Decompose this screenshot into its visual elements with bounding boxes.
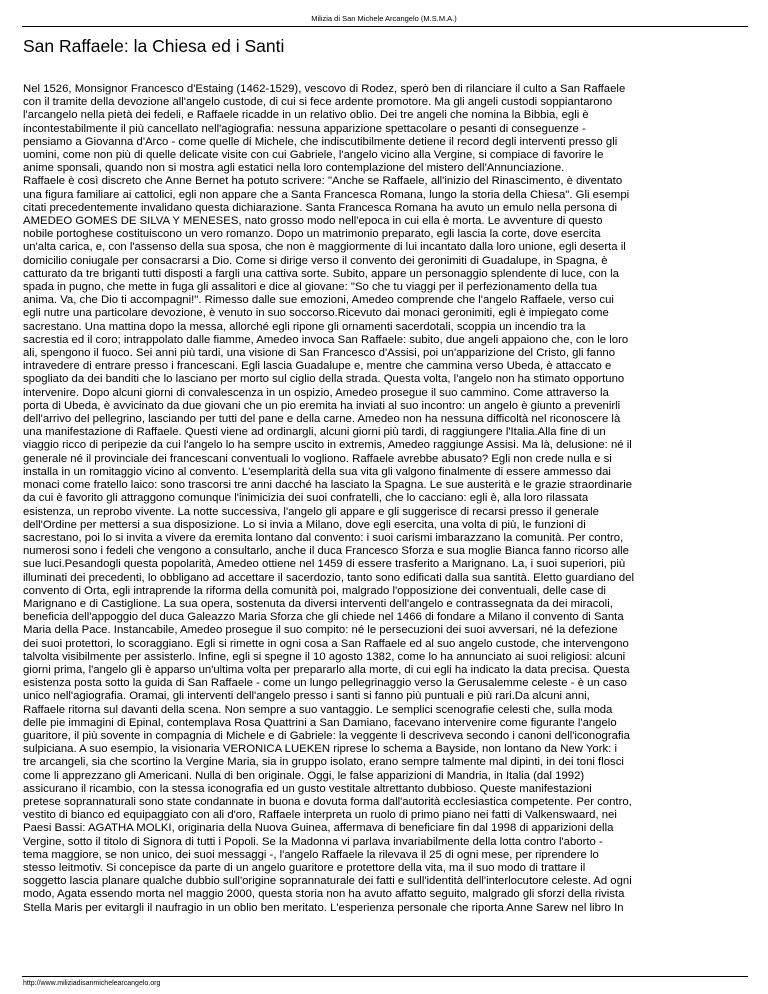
footer-divider	[22, 976, 748, 977]
footer-url: http://www.miliziadisanmichelearcangelo.org	[23, 980, 161, 987]
page-title: San Raffaele: la Chiesa ed i Santi	[23, 36, 285, 56]
header-divider	[22, 26, 748, 27]
running-header: Milizia di San Michele Arcangelo (M.S.M.A.)	[311, 14, 457, 23]
article-body: Nel 1526, Monsignor Francesco d'Estaing (1462-1529), vescovo di Rodez, sperò ben di rilanciare il culto a San Raffaele con il tramite della devozione all'angelo custode, di cui si fece ardente promotore. Ma gli angeli custodi soppiantarono l'arcangelo nella pietà dei fedeli, e Raffaele ricadde in un relativo oblio. Dei tre angeli che nomina la Bibbia, egli è incontestabilmente il più cancellato nell'agiografia: nessuna apparizione spettacolare o pesanti di conseguenze - pensiamo a Giovanna d'Arco - come quelle di Michele, che indiscutibilmente detiene il record degli interventi presso gli uomini, come non più di quelle delicate visite con cui Gabriele, l'angelo vicino alla Vergine, si compiace di favorire le anime sponsali, quando non si mostra agli estatici nella loro contemplazione del mistero dell'Annunciazione. Raffaele è così discreto che Anne Bernet ha potuto scrivere: "Anche se Raffaele, all'inizio del Rinascimento, è diventato una figura familiare ai cattolici, egli non appare che a Santa Francesca Romana, lungo la storia della Chiesa". Gli esempi citati precedentemente invalidano questa dichiarazione. Santa Francesca Romana ha avuto un emulo nella persona di AMEDEO GOMES DE SILVA Y MENESES, nato grosso modo nell'epoca in cui ella è morta. Le avventure di questo nobile portoghese costituiscono un vero romanzo. Dopo un matrimonio preparato, egli lascia la corte, dove esercita un'alta carica, e, con l'assenso della sua sposa, che non è maggiormente di lui incantato dalla loro unione, egli deserta il domicilio coniugale per consacrarsi a Dio. Come si dirige verso il convento dei geronimiti di Guadalupe, in Spagna, è catturato da tre briganti tutti disposti a fargli una cattiva sorte. Subito, appare un personaggio splendente di luce, con la spada in pugno, che mette in fuga gli assalitori e dice al giovane: "So che tu viaggi per il perfezionamento della tua anima. Va, che Dio ti accompagni!". Rimesso dalle sue emozioni, Amedeo comprende che l'angelo Raffaele, verso cui egli nutre una particolare devozione, è venuto in suo soccorso.Ricevuto dai monaci geronimiti, egli è impiegato come sacrestano. Una mattina dopo la messa, allorché egli ripone gli ornamenti sacerdotali, scoppia un incendio tra la sacrestia ed il coro; intrappolato dalle fiamme, Amedeo invoca San Raffaele: subito, due angeli appaiono che, con le loro ali, spengono il fuoco. Sei anni più tardi, una visione di San Francesco d'Assisi, poi un'apparizione del Cristo, gli fanno intravedere di entrare presso i francescani. Egli lascia Guadalupe e, mentre che cammina verso Ubeda, è attaccato e spogliato da dei banditi che lo lasciano per morto sul ciglio della strada. Questa volta, l'angelo non ha stimato opportuno intervenire. Dopo alcuni giorni di convalescenza in un ospizio, Amedeo prosegue il suo cammino. Come attraverso la porta di Ubeda, è avvicinato da due giovani che un pio eremita ha inviati al suo incontro: un angelo è giunto a prevenirli dell'arrivo del pellegrino, lasciando per tutti del pane e della carne. Amedeo non ha nessuna difficoltà nel riconoscere là una manifestazione di Raffaele. Questi viene ad ordinargli, alcuni giorni più tardi, di raggiungere l'Italia.Alla fine di un viaggio ricco di peripezie da cui l'angelo lo ha sempre uscito in extremis, Amedeo raggiunge Assisi. Ma là, delusione: né il generale né il provinciale dei francescani conventuali lo vogliono. Raffaele avrebbe abusato? Egli non crede nulla e si installa in un romitaggio vicino al convento. L'esemplarità della sua vita gli valgono finalmente di essere ammesso dai monaci come fratello laico: sono trascorsi tre anni dacché ha lasciato la Spagna. Le sue austerità e le grazie straordinarie da cui è favorito gli attraggono comunque l'inimicizia dei suoi confratelli, che lo cacciano: egli è, alla loro rilassata esistenza, un reprobo vivente. La notte successiva, l'angelo gli appare e gli suggerisce di recarsi presso il generale dell'Ordine per mettersi a sua disposizione. Lo si invia a Milano, dove egli esercita, una volta di più, le funzioni di sacrestano, poi lo si invita a vivere da eremita lontano dal convento: i suoi carismi imbarazzano la comunità. Per contro, numerosi sono i fedeli che vengono a consultarlo, anche il duca Francesco Sforza e sua moglie Bianca fanno ricorso alle sue luci.Pesandogli questa popolarità, Amedeo ottiene nel 1459 di essere trasferito a Marignano. La, i suoi superiori, più illuminati dei precedenti, lo obbligano ad accettare il sacerdozio, tanto sono edificati dalla sua santità. Eletto guardiano del convento di Orta, egli intraprende la riforma della comunità poi, malgrado l'opposizione dei conventuali, delle case di Marignano e di Castiglione. La sua opera, sostenuta da diversi interventi dell'angelo e contrassegnata da dei miracoli, beneficia dell'appoggio del duca Galeazzo Maria Sforza che gli chiede nel 1466 di fondare a Milano il convento di Santa Maria della Pace. Instancabile, Amedeo prosegue il suo compito: né le persecuzioni dei suoi avversari, né la defezione dei suoi protettori, lo scoraggiano. Egli si rimette in ogni cosa a San Raffaele ed al suo angelo custode, che intervengono talvolta visibilmente per assisterlo. Infine, egli si spegne il 10 agosto 1382, come lo ha annunciato ai suoi religiosi: alcuni giorni prima, l'angelo gli è apparso un'ultima volta per prepararlo alla morte, di cui egli ha indicato la data precisa. Questa esistenza posta sotto la guida di San Raffaele - come un lungo pellegrinaggio verso la Gerusalemme celeste - è un caso unico nell'agiografia. Oramai, gli interventi dell'angelo presso i santi si fanno più puntuali e più rari.Da alcuni anni, Raffaele ritorna sul davanti della scena. Non sempre a suo vantaggio. Le semplici scenografie celesti che, sulla moda delle pie immagini di Epinal, contemplava Rosa Quattrini a San Damiano, facevano intervenire come figurante l'angelo guaritore, il più sovente in compagnia di Michele e di Gabriele: la veggente li descriveva secondo i canoni dell'iconografia sulpiciana. A suo esempio, la visionaria VERONICA LUEKEN riprese lo schema a Bayside, non lontano da New York: i tre arcangeli, sia che scortino la Vergine Maria, sia in gruppo isolato, erano sempre talmente mal dipinti, in dei toni flosci come li apprezzano gli Americani. Nulla di ben originale. Oggi, le false apparizioni di Mandria, in Italia (dal 1992) assicurano il ricambio, con la stessa iconografia ed un gusto vestitale altrettanto dubbioso. Queste manifestazioni pretese soprannaturali sono state condannate in buona e dovuta forma dall'autorità ecclesiastica competente. Per contro, vestito di bianco ed equipaggiato con ali d'oro, Raffaele interpreta un ruolo di primo piano nei fatti di Valkenswaard, nei Paesi Bassi: AGATHA MOLKI, originaria della Nuova Guinea, affermava di beneficiare fin dal 1998 di apparizioni della Vergine, sotto il titolo di Signora di tutti i Popoli. Se la Madonna vi parlava invariabilmente della lotta contro l'aborto - tema maggiore, se non unico, dei suoi messaggi -, l'angelo Raffaele la rilevava il 25 di ogni mese, per riprendere lo stesso leitmotiv. Si concepisce da parte di un angelo guaritore e protettore della vita, ma il suo modo di trattare il soggetto lascia planare qualche dubbio sull'origine soprannaturale dei fatti e sull'identità dell'interlocutore celeste. Ad ogni modo, Agata essendo morta nel maggio 2000, questa storia non ha avuto affatto seguito, malgrado gli sforzi della rivista Stella Maris per evitargli il naufragio in un oblio ben meritato. L'esperienza personale che riporta Anne Sarew nel libro In	[23, 83, 635, 914]
